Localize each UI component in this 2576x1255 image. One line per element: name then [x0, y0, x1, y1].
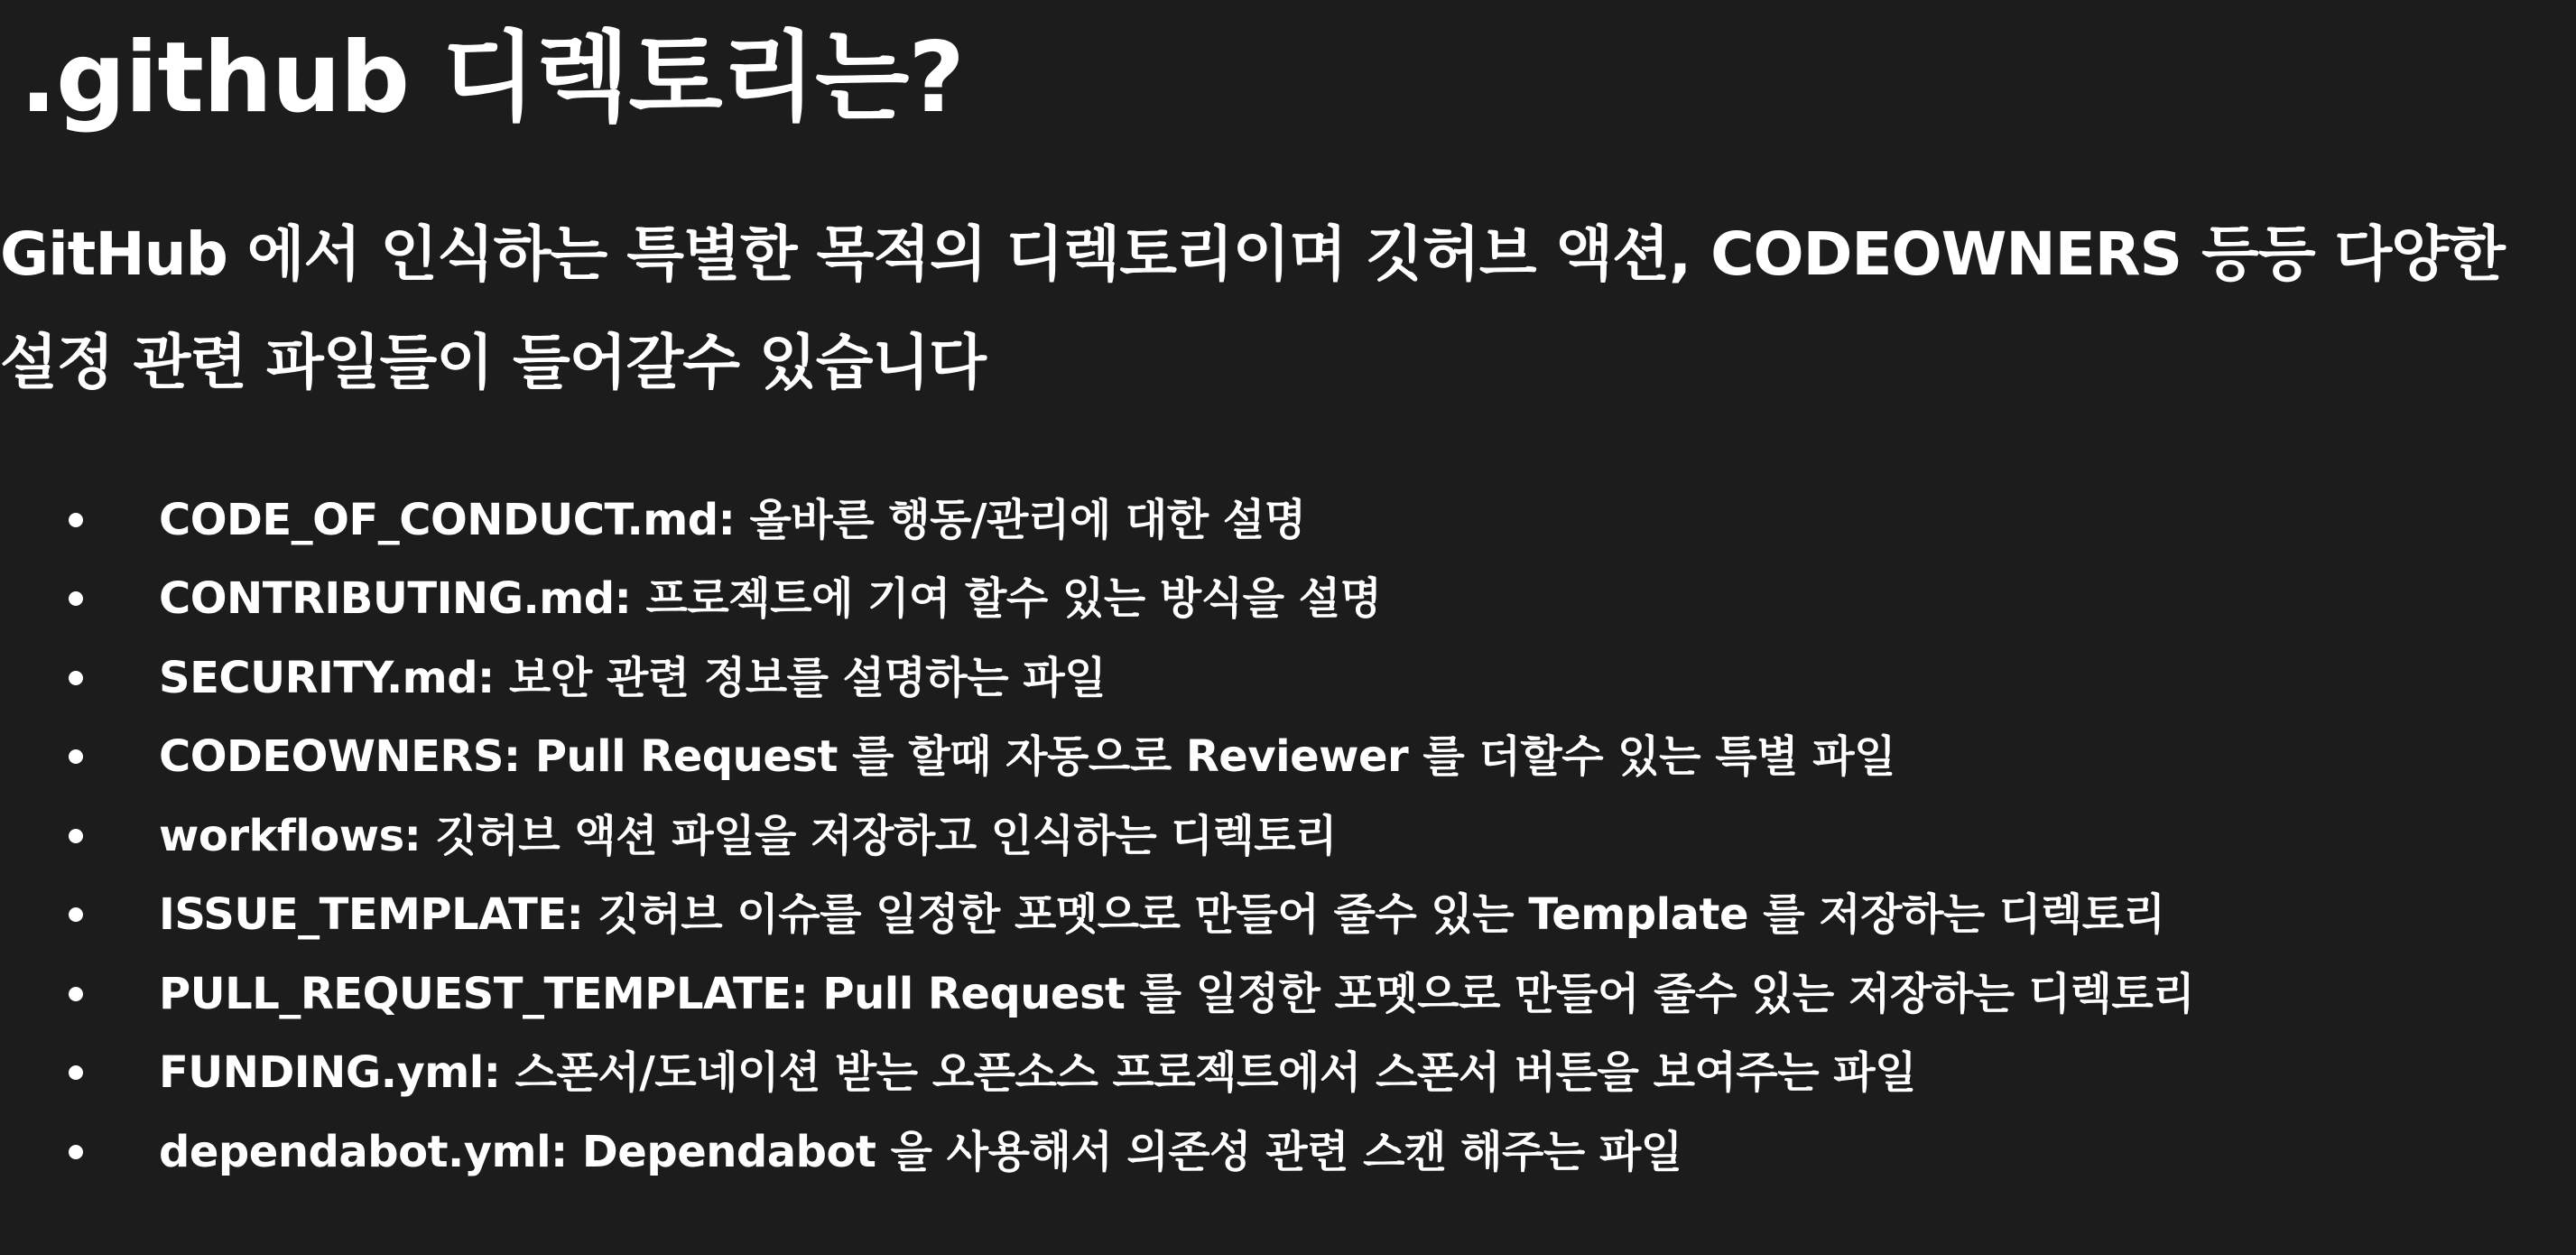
list-item-text: CODE_OF_CONDUCT.md: 올바른 행동/관리에 대한 설명 [159, 494, 1306, 545]
list-item-text: SECURITY.md: 보안 관련 정보를 설명하는 파일 [159, 652, 1107, 703]
bullet-icon [69, 987, 83, 1001]
list-item [0, 718, 2563, 797]
list-item [0, 560, 2563, 639]
list-item [0, 1112, 2563, 1192]
bullet-icon [69, 513, 83, 527]
list-item [0, 480, 2563, 560]
intro-paragraph [0, 200, 2563, 417]
bullet-icon [69, 1145, 83, 1159]
list-item-text: dependabot.yml: Dependabot 을 사용해서 의존성 관련 스캔 해주는 파일 [159, 1126, 1682, 1177]
intro-line: 설정 관련 파일들이 들어갈수 있습니다 [0, 328, 987, 397]
list-item [0, 876, 2563, 955]
list-item [0, 638, 2563, 718]
list-item-text: CONTRIBUTING.md: 프로젝트에 기여 할수 있는 방식을 설명 [159, 573, 1382, 625]
list-item [0, 796, 2563, 876]
list-item-text: workflows: 깃허브 액션 파일을 저장하고 인식하는 디렉토리 [159, 810, 1337, 861]
bullet-list [0, 480, 2563, 1192]
list-item-text: CODEOWNERS: Pull Request 를 할때 자동으로 Reviewer 를 더할수 있는 특별 파일 [159, 731, 1895, 783]
intro-line: GitHub 에서 인식하는 특별한 목적의 디렉토리이며 깃허브 액션, CODEOWNERS 등등 다양한 [0, 219, 2505, 289]
bullet-icon [69, 591, 83, 606]
bullet-icon [69, 749, 83, 764]
list-item [0, 1034, 2563, 1113]
list-item-text: PULL_REQUEST_TEMPLATE: Pull Request 를 일정한 포멧으로 만들어 줄수 있는 저장하는 디렉토리 [159, 968, 2195, 1019]
list-item [0, 954, 2563, 1034]
list-item-text: FUNDING.yml: 스폰서/도네이션 받는 오픈소스 프로젝트에서 스폰서 버튼을 보여주는 파일 [159, 1047, 1917, 1099]
bullet-icon [69, 829, 83, 843]
bullet-icon [69, 671, 83, 685]
bullet-icon [69, 1065, 83, 1080]
bullet-icon [69, 907, 83, 922]
slide-title: .github 디렉토리는? [20, 22, 964, 135]
list-item-text: ISSUE_TEMPLATE: 깃허브 이슈를 일정한 포멧으로 만들어 줄수 있는 Template 를 저장하는 디렉토리 [159, 889, 2165, 941]
